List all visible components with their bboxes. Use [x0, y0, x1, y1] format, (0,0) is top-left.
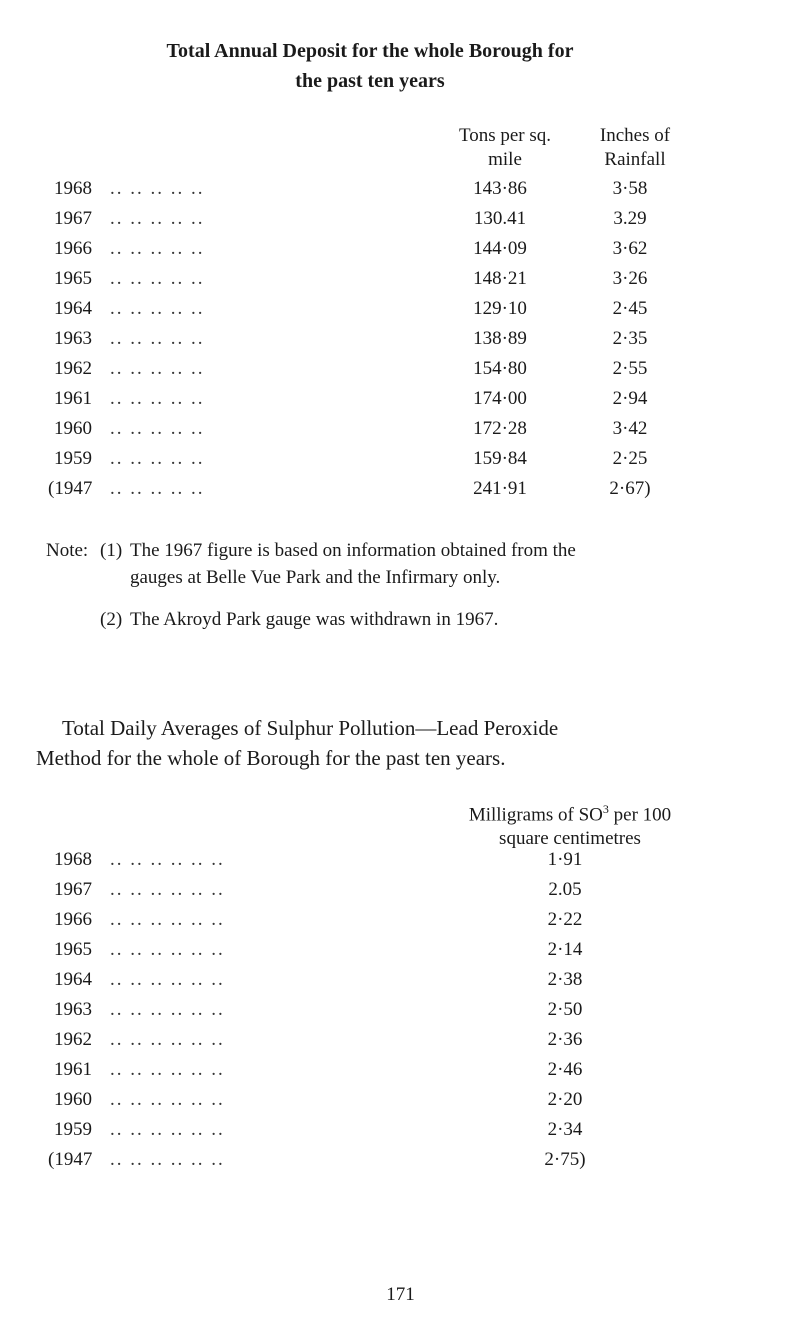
tons-cell: 144·09 — [473, 238, 527, 259]
so3-cell: 2·50 — [547, 999, 583, 1020]
table-row — [0, 296, 801, 322]
so3-cell: 2·75) — [544, 1149, 586, 1170]
tons-cell: 174·00 — [473, 388, 527, 409]
table-row — [0, 847, 801, 873]
note-label: Note: — [46, 540, 89, 561]
leader-dots: .. .. .. .. .. — [110, 418, 205, 439]
leader-dots: .. .. .. .. .. — [110, 268, 205, 289]
table-row — [0, 176, 801, 202]
so3-cell: 2·36 — [547, 1029, 583, 1050]
rain-cell: 3·58 — [612, 178, 648, 199]
table-row — [0, 1147, 801, 1173]
table-row — [0, 877, 801, 903]
leader-dots: .. .. .. .. .. — [110, 328, 205, 349]
col1-header-line2: mile — [488, 149, 522, 170]
note1-number: (1) — [100, 540, 123, 561]
table-row — [0, 997, 801, 1023]
so3-cell: 2·14 — [547, 939, 583, 960]
so3-cell: 2·22 — [547, 909, 583, 930]
so3-cell: 2·38 — [547, 969, 583, 990]
sulphur-heading-line2: Method for the whole of Borough for the past ten years. — [36, 746, 506, 770]
leader-dots: .. .. .. .. .. .. — [110, 1029, 225, 1050]
table-row — [0, 236, 801, 262]
year-cell: 1959 — [54, 1119, 92, 1140]
table-row — [0, 386, 801, 412]
year-cell: 1964 — [54, 298, 92, 319]
sulphur-col-header — [420, 797, 720, 851]
leader-dots: .. .. .. .. .. .. — [110, 939, 225, 960]
tons-cell: 129·10 — [473, 298, 527, 319]
rain-cell: 3·62 — [612, 238, 648, 259]
rain-cell: 2·25 — [612, 448, 648, 469]
leader-dots: .. .. .. .. .. — [110, 358, 205, 379]
table-row — [0, 416, 801, 442]
rain-cell: 3·26 — [612, 268, 648, 289]
year-cell: 1962 — [54, 358, 92, 379]
leader-dots: .. .. .. .. .. .. — [110, 1089, 225, 1110]
note2-number: (2) — [100, 609, 123, 630]
leader-dots: .. .. .. .. .. .. — [110, 849, 225, 870]
year-cell: 1966 — [54, 909, 92, 930]
deposit-title-line2: the past ten years — [295, 70, 445, 92]
table-row — [0, 266, 801, 292]
year-cell: 1968 — [54, 849, 92, 870]
col1-header-line1: Tons per sq. — [458, 125, 552, 146]
leader-dots: .. .. .. .. .. .. — [110, 969, 225, 990]
leader-dots: .. .. .. .. .. .. — [110, 999, 225, 1020]
leader-dots: .. .. .. .. .. — [110, 478, 205, 499]
leader-dots: .. .. .. .. .. .. — [110, 1149, 225, 1170]
note2-text: The Akroyd Park gauge was withdrawn in 1967. — [130, 609, 499, 630]
tons-cell: 148·21 — [473, 268, 527, 289]
rain-cell: 2·94 — [612, 388, 648, 409]
year-cell: 1965 — [54, 268, 92, 289]
year-cell: 1960 — [54, 1089, 92, 1110]
so3-cell: 2·46 — [547, 1059, 583, 1080]
year-cell: 1967 — [54, 879, 92, 900]
table-row — [0, 356, 801, 382]
so3-cell: 2·20 — [547, 1089, 583, 1110]
year-cell: 1959 — [54, 448, 92, 469]
deposit-col1-header — [420, 124, 590, 172]
year-cell: 1963 — [54, 999, 92, 1020]
leader-dots: .. .. .. .. .. .. — [110, 909, 225, 930]
table-row — [0, 446, 801, 472]
table-row — [0, 1117, 801, 1143]
sulphur-header-post: per 100 — [608, 804, 672, 826]
rain-cell: 2·67) — [609, 478, 651, 499]
sulphur-header-sup: 3 — [602, 802, 609, 816]
year-cell: 1961 — [54, 388, 92, 409]
table-row — [0, 937, 801, 963]
year-cell: 1960 — [54, 418, 92, 439]
rain-cell: 3·42 — [612, 418, 648, 439]
year-cell: 1966 — [54, 238, 92, 259]
tons-cell: 143·86 — [473, 178, 527, 199]
so3-cell: 1·91 — [547, 849, 583, 870]
leader-dots: .. .. .. .. .. .. — [110, 1119, 225, 1140]
sulphur-header-line2: square centimetres — [499, 828, 641, 850]
so3-cell: 2·34 — [547, 1119, 583, 1140]
leader-dots: .. .. .. .. .. — [110, 178, 205, 199]
table-row — [0, 206, 801, 232]
tons-cell: 138·89 — [473, 328, 527, 349]
tons-cell: 172·28 — [473, 418, 527, 439]
rain-cell: 2·45 — [612, 298, 648, 319]
tons-cell: 130.41 — [473, 208, 527, 229]
table-row — [0, 967, 801, 993]
note1-line2: gauges at Belle Vue Park and the Infirmary only. — [130, 567, 501, 588]
deposit-col2-header — [575, 124, 695, 172]
sulphur-header-line1 — [420, 797, 720, 827]
col2-header-line1: Inches of — [599, 125, 671, 146]
table-row — [0, 1027, 801, 1053]
year-cell: 1961 — [54, 1059, 92, 1080]
rain-cell: 2·55 — [612, 358, 648, 379]
sulphur-heading-line1: Total Daily Averages of Sulphur Pollution—Lead Peroxide — [62, 716, 559, 740]
leader-dots: .. .. .. .. .. — [110, 448, 205, 469]
leader-dots: .. .. .. .. .. — [110, 208, 205, 229]
rain-cell: 3.29 — [613, 208, 647, 229]
leader-dots: .. .. .. .. .. .. — [110, 879, 225, 900]
so3-cell: 2.05 — [548, 879, 582, 900]
tons-cell: 154·80 — [473, 358, 527, 379]
table-row — [0, 1057, 801, 1083]
year-cell: 1965 — [54, 939, 92, 960]
year-cell: (1947 — [48, 478, 93, 499]
leader-dots: .. .. .. .. .. .. — [110, 1059, 225, 1080]
year-cell: (1947 — [48, 1149, 93, 1170]
year-cell: 1963 — [54, 328, 92, 349]
tons-cell: 241·91 — [473, 478, 527, 499]
deposit-title-line1: Total Annual Deposit for the whole Borough for — [166, 40, 574, 62]
tons-cell: 159·84 — [473, 448, 527, 469]
page-number: 171 — [386, 1284, 415, 1305]
leader-dots: .. .. .. .. .. — [110, 298, 205, 319]
leader-dots: .. .. .. .. .. — [110, 388, 205, 409]
note1-line1: The 1967 figure is based on information obtained from the — [130, 540, 576, 561]
year-cell: 1967 — [54, 208, 92, 229]
year-cell: 1964 — [54, 969, 92, 990]
table-row — [0, 907, 801, 933]
sulphur-header-pre: Milligrams of SO — [468, 804, 603, 826]
table-row — [0, 326, 801, 352]
table-row — [0, 1087, 801, 1113]
col2-header-line2: Rainfall — [604, 149, 666, 170]
year-cell: 1968 — [54, 178, 92, 199]
table-row — [0, 476, 801, 502]
leader-dots: .. .. .. .. .. — [110, 238, 205, 259]
year-cell: 1962 — [54, 1029, 92, 1050]
rain-cell: 2·35 — [612, 328, 648, 349]
